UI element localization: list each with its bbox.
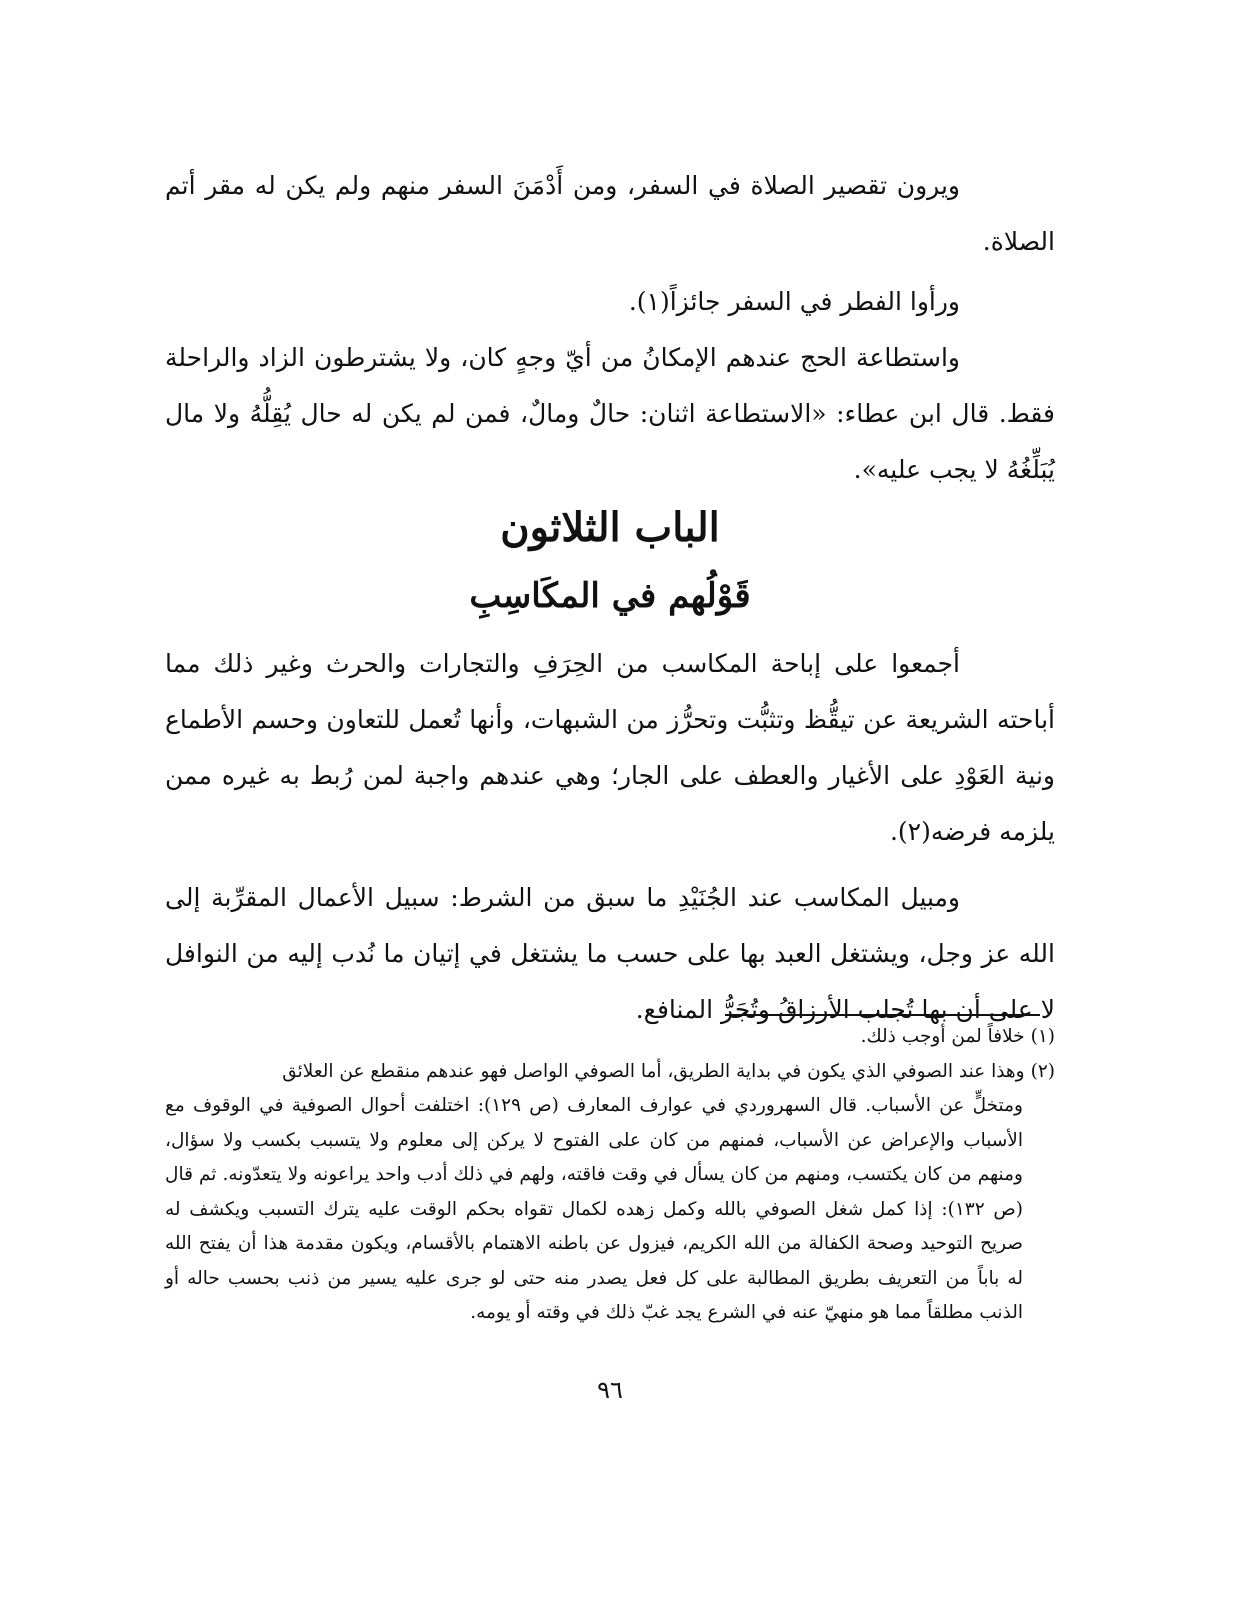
footnote-2-first-line: وهذا عند الصوفي الذي يكون في بداية الطريق، أما الصوفي الواصل فهو عندهم منقطع عن العلائق xyxy=(282,1060,1025,1082)
intro-paragraph-hajj: واستطاعة الحج عندهم الإمكانُ من أيّ وجهٍ كان، ولا يشترطون الزاد والراحلة فقط. قال ابن عطاء: «الاستطاعة اثنان: حالٌ ومالٌ، فمن لم يكن له حال يُقِلُّهُ ولا مال يُبَلِّغُهُ لا يجب عليه». xyxy=(165,343,1055,484)
intro-paragraph-fasting: ورأوا الفطر في السفر جائزاً(١). xyxy=(628,287,960,316)
footnotes xyxy=(165,1020,1055,1331)
chapter-subtitle: قَوْلُهم في المكَاسِبِ xyxy=(469,576,751,616)
body-paragraph-earnings: أجمعوا على إباحة المكاسب من الحِرَفِ والتجارات والحرث وغير ذلك مما أباحته الشريعة عن تيقُّظ وتثبُّت وتحرُّز من الشبهات، وأنها تُعمل للتعاون وحسم الأطماع ونية العَوْدِ على الأغيار والعطف على الجار؛ وهي عندهم واجبة لمن رُبط به غيره ممن يلزمه فرضه(٢). xyxy=(165,649,1055,846)
footnote-2-number: (٢) xyxy=(1030,1060,1055,1082)
body-paragraph-junayd: ومبيل المكاسب عند الجُنَيْدِ ما سبق من الشرط: سبيل الأعمال المقرِّبة إلى الله عز وجل، ويشتغل العبد بها على حسب ما يشتغل في إتيان ما نُدب إليه من النوافل لا على أن بها تُجلب الأرزاقُ وتُجَرُّ المنافع. xyxy=(165,883,1055,1024)
footnote-separator xyxy=(725,1014,1040,1016)
intro-paragraph-prayer: ويرون تقصير الصلاة في السفر، ومن أَدْمَنَ السفر منهم ولم يكن له مقر أتم الصلاة. xyxy=(165,171,1055,256)
intro-section xyxy=(165,158,1055,498)
footnote-1-text: خلافاً لمن أوجب ذلك. xyxy=(860,1026,1025,1047)
footnote-1 xyxy=(165,1020,1055,1055)
footnote-1-number: (١) xyxy=(1030,1026,1055,1047)
footnote-2-continuation: ومتخلٍّ عن الأسباب. قال السهروردي في عوارف المعارف (ص ١٢٩): اختلفت أحوال الصوفية في الوقوف مع الأسباب والإعراض عن الأسباب، فمنهم من كان على الفتوح لا يركن إلى معلوم ولا يتسبب بكسب ولا سؤال، ومنهم من كان يكتسب، ومنهم من كان يسأل في وقت فاقته، ولهم في ذلك أدب واحد يراعونه ولا يتعدّونه. ثم قال (ص ١٣٢): إذا كمل شغل الصوفي بالله وكمل زهده لكمال تقواه بحكم الوقت عليه يترك التسبب ويكشف له صريح التوحيد وصحة الكفالة من الله الكريم، فيزول عن باطنه الاهتمام بالأقسام، ويكون مقدمة هذا أن يفتح الله له باباً من التعريف بطريق المطالبة على كل فعل يصدر منه حتى لو جرى عليه يسير من ذنب بحسب حاله أو الذنب مطلقاً مما هو منهيّ عنه في الشرع يجد غبّ ذلك في وقته أو يومه. xyxy=(165,1095,1023,1323)
page-number: ٩٦ xyxy=(597,1376,623,1404)
chapter-title: الباب الثلاثون xyxy=(500,504,720,551)
chapter-body xyxy=(165,636,1055,1038)
footnote-2 xyxy=(165,1055,1055,1090)
